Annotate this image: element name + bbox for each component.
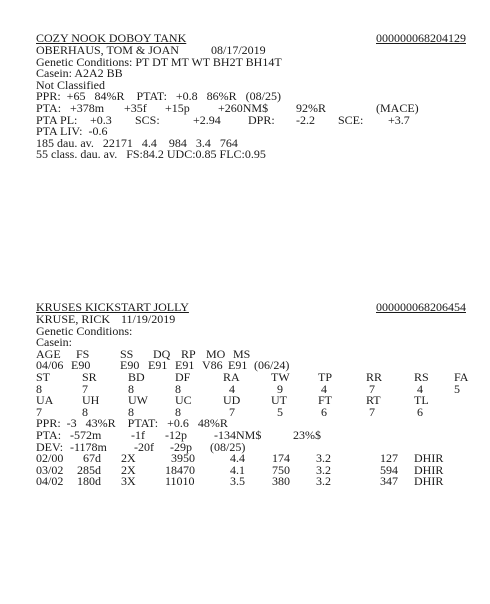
dpr-value: -2.2 (296, 112, 315, 127)
pta-pl-value: +0.3 (90, 112, 112, 127)
cell: (06/24) (254, 358, 290, 373)
cell: FA (454, 369, 469, 384)
cell: 594 (380, 462, 398, 477)
dev-label: DEV: (36, 439, 64, 454)
cell: 3.2 (316, 474, 331, 489)
scs-label: SCS: (135, 112, 160, 127)
cell: RT (366, 393, 381, 408)
cell: DF (175, 369, 191, 384)
cell: E91 (175, 358, 195, 373)
cell: RA (223, 369, 240, 384)
cell: E90 (71, 358, 91, 373)
cell: RR (366, 369, 383, 384)
cell: 5 (277, 404, 283, 419)
pta-protein: +15p (165, 100, 190, 115)
cell: 3X (121, 474, 136, 489)
cell: 3.2 (316, 462, 331, 477)
cell: 380 (272, 474, 290, 489)
cell: 285d (77, 462, 101, 477)
pta-milk: +378m (70, 100, 105, 115)
cell: DHIR (414, 474, 444, 489)
pta-source: (MACE) (376, 100, 419, 115)
cell: UC (175, 393, 192, 408)
cell: 127 (380, 451, 398, 466)
genetic-conditions: Genetic Conditions: PT DT MT WT BH2T BH14T (36, 54, 282, 69)
cell: 04/02 (36, 474, 64, 489)
bull-record-1 (36, 33, 466, 161)
cell: UW (128, 393, 148, 408)
classification-header (36, 346, 466, 361)
pta-fat: +35f (124, 100, 147, 115)
cell: DHIR (414, 451, 444, 466)
bull-record-2 (36, 300, 469, 489)
sce-value: +3.7 (388, 112, 410, 127)
cell: 8 (175, 381, 181, 396)
daughter-average: 185 dau. av. 22171 4.4 984 3.4 764 (36, 135, 238, 150)
animal-name: COZY NOOK DOBOY TANK (36, 31, 187, 45)
col-ms: MS (233, 346, 251, 361)
col-fs: FS (76, 346, 90, 361)
pta-label: PTA: (36, 427, 62, 442)
cell: 2X (121, 451, 136, 466)
pta-reliability: 92%R (296, 100, 326, 115)
cell: 750 (272, 462, 290, 477)
cell: UT (271, 393, 287, 408)
cell: 5 (454, 381, 460, 396)
cell: E90 (120, 358, 140, 373)
trait-header-1 (36, 369, 469, 384)
pta-label: PTA: (36, 100, 62, 115)
cell: 7 (36, 404, 42, 419)
cell: 8 (82, 404, 88, 419)
dev-protein: -29p (170, 439, 192, 454)
cell: 03/02 (36, 462, 64, 477)
cell: 9 (277, 381, 283, 396)
dpr-label: DPR: (248, 112, 275, 127)
cell: SR (82, 369, 97, 384)
cell: 7 (229, 404, 235, 419)
pta-protein: -12p (165, 427, 187, 442)
cell: 4.4 (230, 451, 245, 466)
cell: BD (128, 369, 145, 384)
casein-line: Casein: (36, 335, 72, 350)
cell: 02/00 (36, 451, 64, 466)
animal-name: KRUSES KICKSTART JOLLY (36, 300, 189, 314)
col-age: AGE (36, 346, 61, 361)
classification-status: Not Classified (36, 77, 105, 92)
cell: 8 (36, 381, 42, 396)
dev-fat: -20f (134, 439, 154, 454)
col-mo: MO (206, 346, 226, 361)
pta-pl-label: PTA PL: (36, 112, 78, 127)
dev-milk: -1178m (70, 439, 107, 454)
cell: 6 (417, 404, 423, 419)
cell: 347 (380, 474, 398, 489)
classification-row (36, 360, 466, 372)
classified-daughter-average: 55 class. dau. av. FS:84.2 UDC:0.85 FLC:0.95 (36, 147, 266, 162)
cell: UA (36, 393, 54, 408)
pta-net-merit: +260NM$ (218, 100, 269, 115)
cell: 7 (82, 381, 88, 396)
cell: 8 (175, 404, 181, 419)
cell: 8 (128, 381, 134, 396)
cell: E91 (228, 358, 248, 373)
cell: 4 (229, 381, 235, 396)
cell: 3950 (171, 451, 195, 466)
cell: 4 (321, 381, 327, 396)
owner-name: OBERHAUS, TOM & JOAN (36, 43, 179, 57)
cell: 2X (121, 462, 136, 477)
cell: UH (82, 393, 100, 408)
col-dq: DQ (153, 346, 171, 361)
col-ss: SS (120, 346, 134, 361)
cell: DHIR (414, 462, 444, 477)
dev-date: (08/25) (210, 439, 246, 454)
cell: ST (36, 369, 51, 384)
pta-reliability: 23%$ (293, 427, 321, 442)
cell: 11010 (165, 474, 195, 489)
cell: 3.2 (316, 451, 331, 466)
registration-id: 000000068206454 (376, 300, 466, 314)
cell: 7 (369, 381, 375, 396)
cell: TW (271, 369, 290, 384)
pta-liv-line: PTA LIV: -0.6 (36, 124, 108, 139)
cell: 180d (77, 474, 101, 489)
cell: 04/06 (36, 358, 64, 373)
scs-value: +2.94 (193, 112, 221, 127)
cell: TP (318, 369, 333, 384)
sce-label: SCE: (338, 112, 364, 127)
ppr-line: PPR: +65 84%R PTAT: +0.8 86%R (08/25) (36, 89, 281, 104)
ppr-line: PPR: -3 43%R PTAT: +0.6 48%R (36, 416, 228, 431)
cell: V86 (202, 358, 223, 373)
cell: UD (223, 393, 241, 408)
casein-line: Casein: A2A2 BB (36, 66, 123, 81)
registration-id: 000000068204129 (376, 31, 466, 45)
pta-net-merit: -134NM$ (214, 427, 262, 442)
cell: 174 (272, 451, 290, 466)
cell: E91 (148, 358, 168, 373)
cell: RS (414, 369, 429, 384)
genetic-conditions: Genetic Conditions: (36, 323, 133, 338)
cell: 67d (83, 451, 101, 466)
record-date: 11/19/2019 (121, 312, 176, 326)
cell: 8 (128, 404, 134, 419)
cell: FT (318, 393, 333, 408)
cell: 4.1 (230, 462, 245, 477)
pta-fat: -1f (131, 427, 145, 442)
cell: 3.5 (230, 474, 245, 489)
cell: 7 (369, 404, 375, 419)
trait-header-2 (36, 395, 466, 407)
lactation-row (36, 476, 466, 488)
cell: 6 (321, 404, 327, 419)
cell: 4 (417, 381, 423, 396)
col-rp: RP (181, 346, 196, 361)
owner-name: KRUSE, RICK (36, 312, 111, 326)
trait-row-1 (36, 381, 466, 396)
cell: 18470 (165, 462, 195, 477)
record-date: 08/17/2019 (211, 43, 266, 57)
pta-milk: -572m (70, 427, 102, 442)
cell: TL (414, 393, 429, 408)
